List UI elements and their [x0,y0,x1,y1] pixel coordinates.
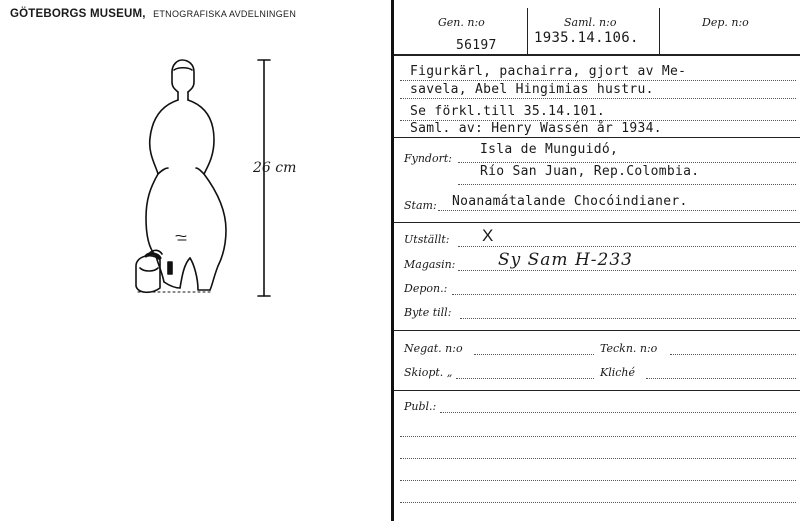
rule-magasin [458,270,796,271]
rule-stam [438,210,796,211]
stam-label: Stam: [404,199,437,212]
museum-name: GÖTEBORGS MUSEUM, [10,8,146,20]
magasin-value: Sy Sam H-233 [498,250,633,270]
rule-publ-2 [400,436,796,437]
saml-label: Saml. n:o [564,16,617,29]
rule-publ-1 [440,412,796,413]
description-line-4: Saml. av: Henry Wassén år 1934. [410,121,662,136]
cliche-bottom-rule [394,390,800,391]
description-bottom-rule [394,137,800,138]
byte-label: Byte till: [404,306,452,319]
cliche-label: Kliché [600,366,636,379]
rule-publ-3 [400,458,796,459]
description-line-2: savela, Abel Hingimias hustru. [410,82,654,97]
fyndort-line-2: Río San Juan, Rep.Colombia. [480,164,700,179]
teckn-label: Teckn. n:o [600,342,658,355]
rule-skiopt [456,378,594,379]
stam-bottom-rule [394,222,800,223]
rule-utstallt [458,246,796,247]
catalog-form [394,0,800,521]
negat-label: Negat. n:o [404,342,463,355]
rule-teckn [670,354,796,355]
rule-publ-5 [400,502,796,503]
rule-negat [474,354,594,355]
measurement-label: 26 cm [253,160,297,176]
gen-label: Gen. n:o [438,16,485,29]
rule-depon [452,294,796,295]
description-line-3: Se förkl.till 35.14.101. [410,104,606,119]
rule-publ-4 [400,480,796,481]
saml-number: 1935.14.106. [534,30,639,46]
byte-bottom-rule [394,330,800,331]
department-name: ETNOGRAFISKA AVDELNINGEN [153,9,297,19]
utstallt-mark: X [482,226,494,245]
museum-header [10,8,296,20]
description-line-1: Figurkärl, pachairra, gjort av Me- [410,64,687,79]
rule-byte [460,318,796,319]
gen-number: 56197 [456,38,497,53]
fyndort-label: Fyndort: [404,152,452,165]
publ-label: Publ.: [404,400,437,413]
rule-fyndort-2 [458,184,796,185]
utstallt-label: Utställt: [404,233,450,246]
rule-cliche [646,378,796,379]
rule-2 [400,98,796,99]
box-separator-right [659,8,660,54]
figure-vessel-drawing [100,50,320,310]
rule-1 [400,80,796,81]
box-separator-left [527,8,528,54]
fyndort-line-1: Isla de Munguidó, [480,142,619,157]
rule-fyndort-1 [458,162,796,163]
stam-value: Noanamátalande Chocóindianer. [452,194,688,209]
magasin-label: Magasin: [404,258,456,271]
depon-label: Depon.: [404,282,448,295]
skiopt-label: Skiopt. „ [404,366,453,379]
numbers-bottom-rule [394,54,800,56]
dep-label: Dep. n:o [702,16,749,29]
